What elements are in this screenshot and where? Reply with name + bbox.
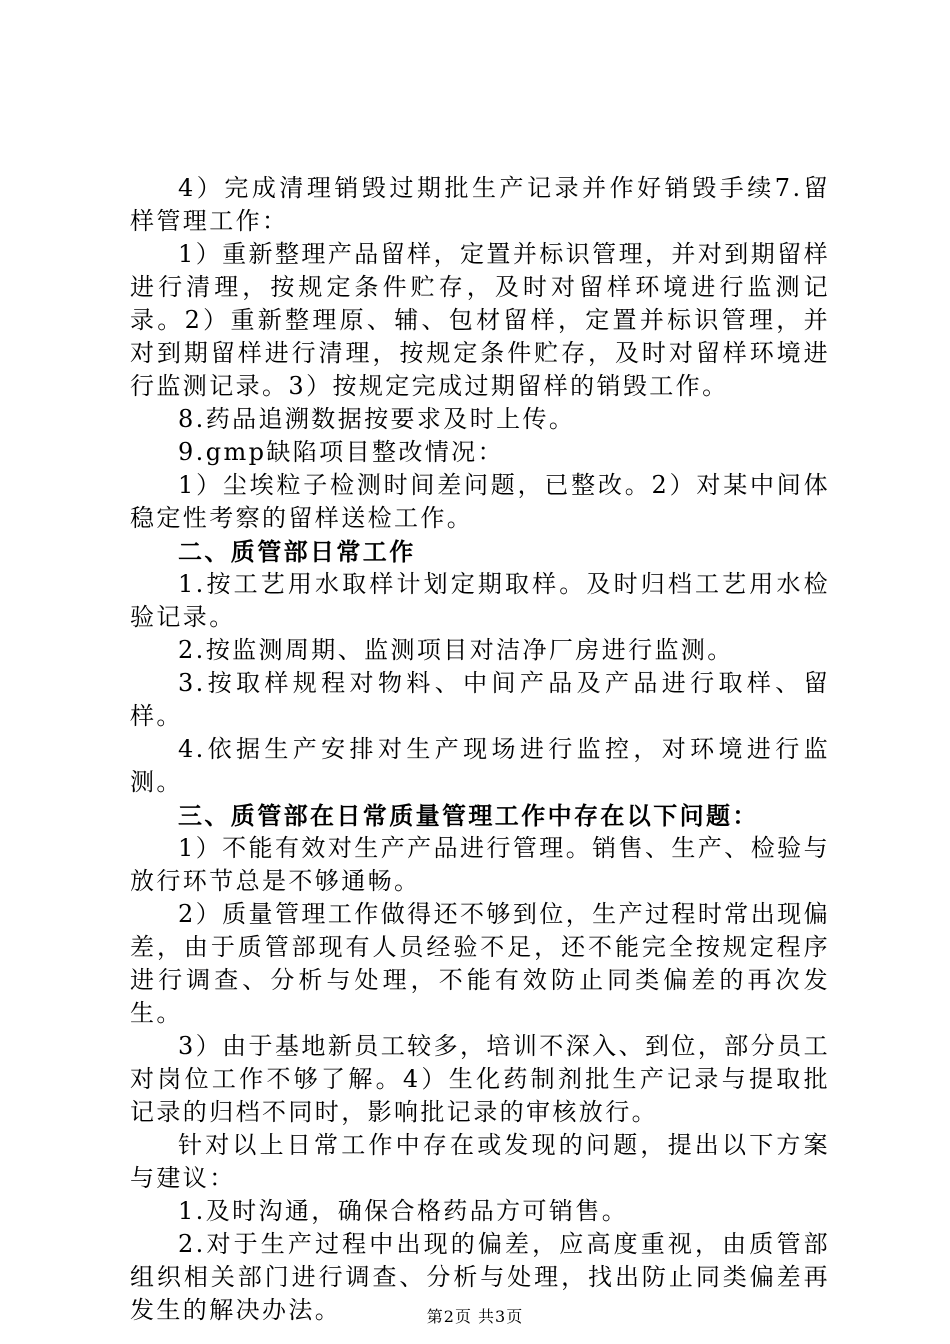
paragraph: 1.及时沟通，确保合格药品方可销售。	[178, 1197, 629, 1225]
paragraph: 8.药品追溯数据按要求及时上传。	[178, 405, 576, 433]
paragraph: 1.按工艺用水取样计划定期取样。及时归档工艺用水检验记录。	[130, 570, 830, 631]
paragraph: 1）重新整理产品留样，定置并标识管理，并对到期留样进行清理，按规定条件贮存，及时对留样环境进行监测记录。2）重新整理原、辅、包材留样，定置并标识管理，并对到期留样进行清理，按规定条件贮存，及时对留样环境进行监测记录。3）按规定完成过期留样的销毁工作。	[130, 240, 830, 400]
paragraph: 3.按取样规程对物料、中间产品及产品进行取样、留样。	[130, 669, 830, 730]
section-heading: 二、质管部日常工作	[178, 537, 416, 566]
document-body	[130, 172, 830, 1327]
paragraph: 4.依据生产安排对生产现场进行监控，对环境进行监测。	[130, 735, 830, 796]
paragraph: 3）由于基地新员工较多，培训不深入、到位，部分员工对岗位工作不够了解。4）生化药制剂批生产记录与提取批记录的归档不同时，影响批记录的审核放行。	[130, 1032, 830, 1126]
paragraph: 1）不能有效对生产产品进行管理。销售、生产、检验与放行环节总是不够通畅。	[130, 834, 830, 895]
page-number-label: 第2页 共3页	[426, 1307, 524, 1326]
paragraph: 2.对于生产过程中出现的偏差，应高度重视，由质管部组织相关部门进行调查、分析与处理，找出防止同类偏差再发生的解决办法。	[130, 1230, 830, 1324]
paragraph: 针对以上日常工作中存在或发现的问题，提出以下方案与建议：	[130, 1131, 830, 1192]
section-heading: 三、质管部在日常质量管理工作中存在以下问题：	[178, 801, 759, 830]
paragraph: 2.按监测周期、监测项目对洁净厂房进行监测。	[178, 636, 734, 664]
paragraph: 4）完成清理销毁过期批生产记录并作好销毁手续7.留样管理工作：	[130, 174, 830, 235]
paragraph: 9.gmp缺陷项目整改情况：	[178, 438, 504, 466]
paragraph: 1）尘埃粒子检测时间差问题，已整改。2）对某中间体稳定性考察的留样送检工作。	[130, 471, 830, 532]
paragraph: 2）质量管理工作做得还不够到位，生产过程时常出现偏差，由于质管部现有人员经验不足，还不能完全按规定程序进行调查、分析与处理，不能有效防止同类偏差的再次发生。	[130, 900, 830, 1027]
page-footer	[0, 1304, 950, 1327]
